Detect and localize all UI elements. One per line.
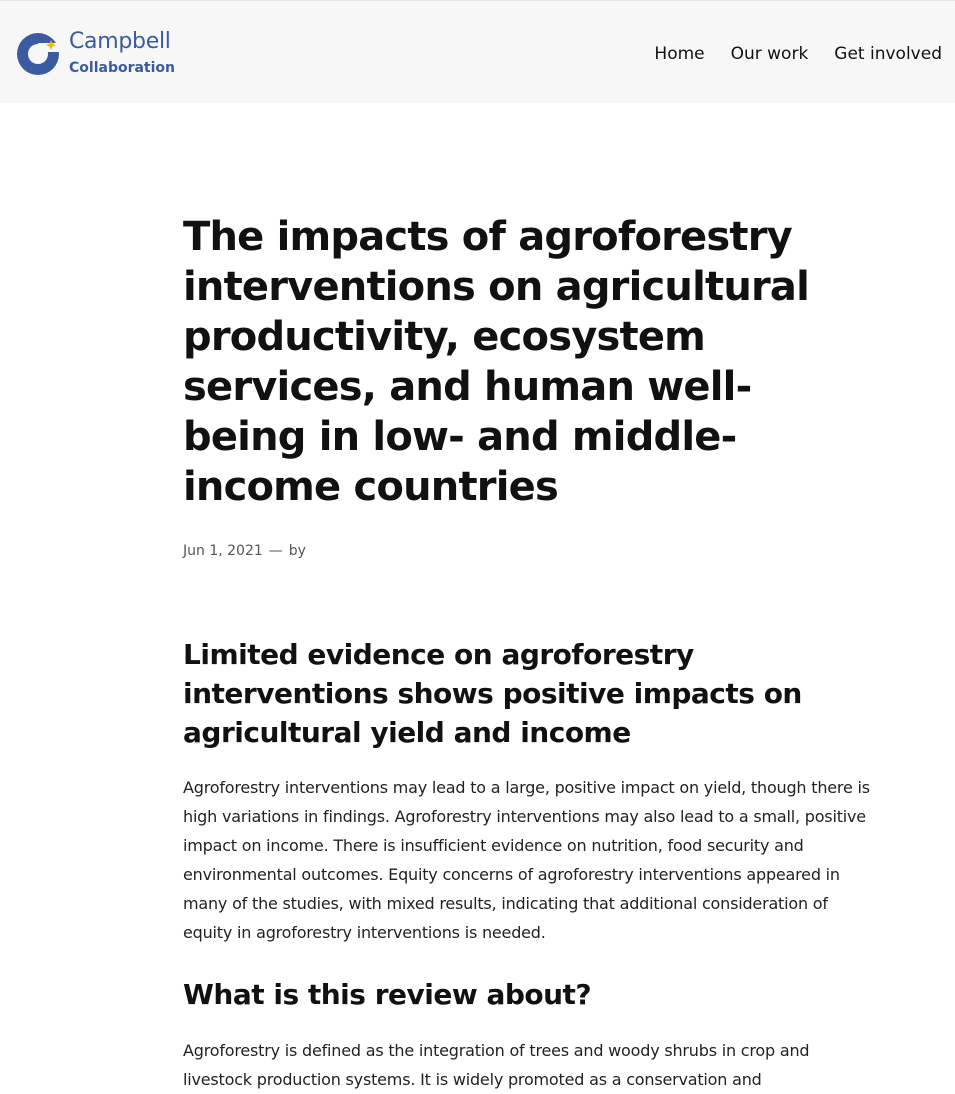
nav-home[interactable]: Home xyxy=(654,44,705,64)
section-body-findings: Agroforestry interventions may lead to a large, positive impact on yield, though there is high variations in findings. Agroforestry interventions may also lead to a small, positive impact on income. There is insufficient evidence on nutrition, food security and environmental outcomes. Equity concerns of agroforestry interventions appeared in many of the studies, with mixed results, indicating that additional consideration of equity in agroforestry interventions is needed. xyxy=(183,778,870,942)
meta-separator: — xyxy=(268,543,283,559)
logo-text-collaboration: Collaboration xyxy=(69,60,176,76)
section-heading-findings: Limited evidence on agroforestry interventions shows positive impacts on agricultural yield and income xyxy=(183,638,802,749)
section-body-review-about: Agroforestry is defined as the integration of trees and woody shrubs in crop and livestock production systems. It is widely promoted as a conservation and xyxy=(183,1041,810,1089)
site-header xyxy=(0,0,955,103)
nav-get-involved[interactable]: Get involved xyxy=(834,44,942,64)
section-heading-review-about: What is this review about? xyxy=(183,978,592,1011)
nav-our-work[interactable]: Our work xyxy=(730,44,809,64)
article xyxy=(183,212,883,1094)
main-nav xyxy=(628,42,942,66)
article-date: Jun 1, 2021 xyxy=(183,543,263,559)
campbell-logo-icon xyxy=(15,31,61,77)
article-title: The impacts of agroforestry interventions on agricultural productivity, ecosystem services, and human well-being in low- and middle-income countries xyxy=(183,214,810,510)
campbell-logo[interactable] xyxy=(15,27,185,79)
article-byline: by xyxy=(288,543,306,559)
article-meta xyxy=(183,541,883,561)
logo-text-campbell: Campbell xyxy=(69,29,171,54)
